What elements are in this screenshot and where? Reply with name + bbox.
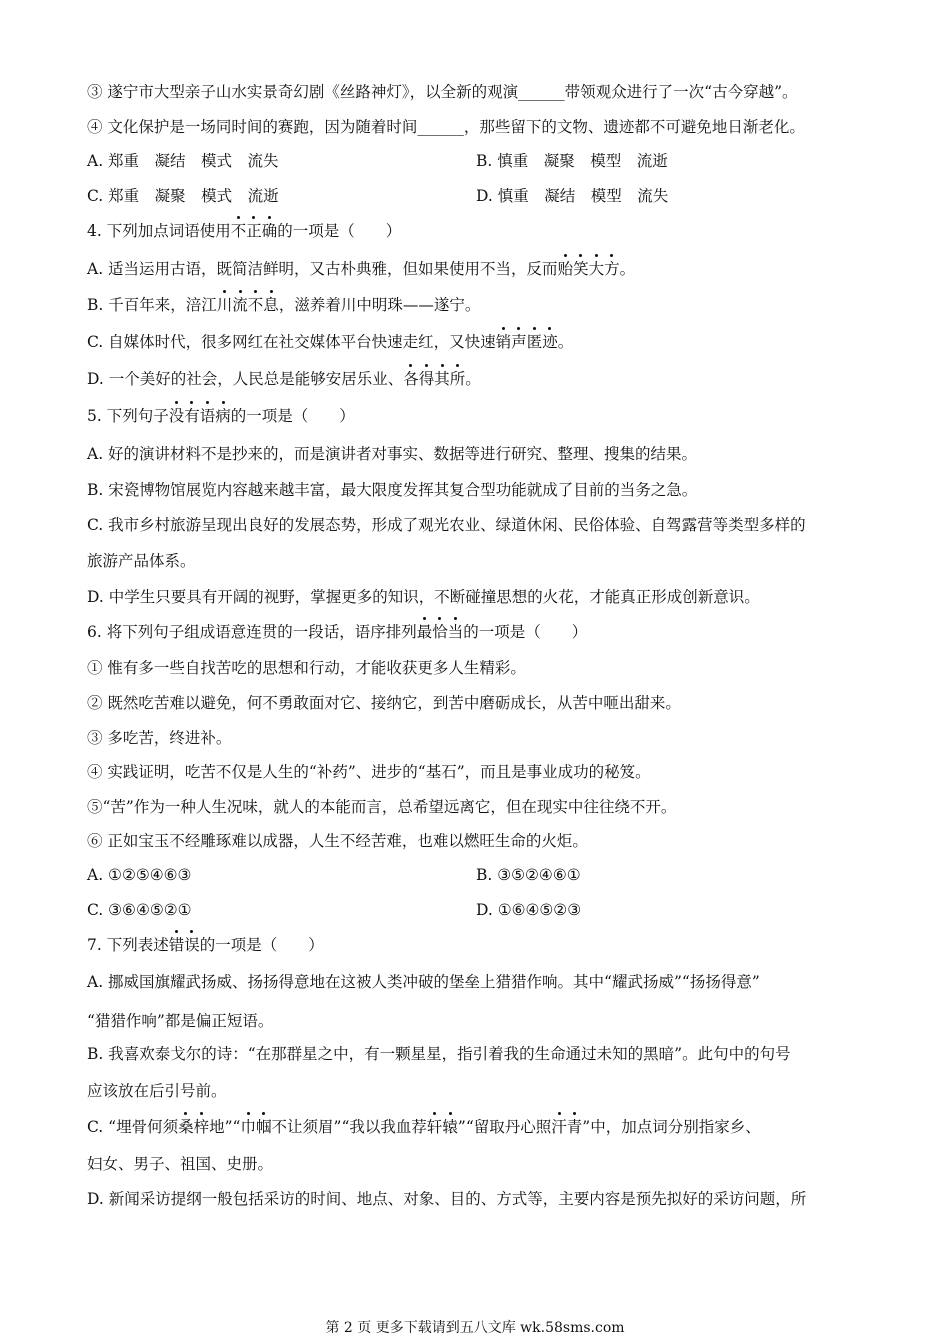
question-text: 的一项是（ ） xyxy=(230,407,355,425)
q5-choice-c-cont: 旅游产品体系。 xyxy=(87,552,196,570)
dotted-char: 没 xyxy=(168,407,185,425)
question-7 xyxy=(87,934,877,956)
q4-choice-c xyxy=(87,331,877,353)
q4-choice-a xyxy=(87,258,877,280)
choice-text: 地”“ xyxy=(209,1118,241,1136)
dotted-char: 匿 xyxy=(526,333,543,351)
dotted-char: 流 xyxy=(232,296,248,314)
dotted-char: 正 xyxy=(246,222,262,240)
q6-sentence-3: ③ 多吃苦，终进补。 xyxy=(87,729,232,747)
dotted-char: 最 xyxy=(416,623,433,641)
dotted-char: 语 xyxy=(199,407,216,425)
choice-text: ”中，加点词分别指家乡、 xyxy=(582,1118,761,1136)
question-text: 的一项是（ ） xyxy=(463,623,588,641)
q4-choice-b xyxy=(87,294,877,316)
dotted-char: 迹 xyxy=(542,333,558,351)
dotted-char: 得 xyxy=(418,370,435,388)
choice-text: C. 自媒体时代，很多网红在社交媒体平台快速走红，又快速 xyxy=(87,333,496,351)
dotted-char: 确 xyxy=(261,222,278,240)
q3-choice-d: D. 慎重 凝结 模型 流失 xyxy=(476,187,669,205)
q6-sentence-6: ⑥ 正如宝玉不经雕琢难以成器，人生不经苦难，也难以燃旺生命的火炬。 xyxy=(87,832,588,850)
q6-choice-d: D. ①⑥④⑤②③ xyxy=(476,901,582,919)
dotted-char: 巾 xyxy=(240,1118,256,1136)
choice-text: C. “埋骨何须 xyxy=(87,1118,179,1136)
q5-choice-c: C. 我市乡村旅游呈现出良好的发展态势，形成了观光农业、绿道休闲、民俗体验、自驾露营等类型多样的 xyxy=(87,516,806,534)
question-text: 的一项是（ ） xyxy=(199,936,324,954)
q6-sentence-1: ① 惟有多一些自找苦吃的思想和行动，才能收获更多人生精彩。 xyxy=(87,659,526,677)
dotted-char: 其 xyxy=(434,370,450,388)
dotted-char: 方 xyxy=(604,260,620,278)
question-text: 4. 下列加点词语使用 xyxy=(87,222,231,240)
dotted-char: 贻 xyxy=(557,260,574,278)
dotted-char: 各 xyxy=(403,370,419,388)
q7-choice-b-cont: 应该放在后引号前。 xyxy=(87,1082,227,1100)
dotted-char: 有 xyxy=(184,407,200,425)
q5-choice-b: B. 宋瓷博物馆展览内容越来越丰富，最大限度发挥其复合型功能就成了目前的当务之急。 xyxy=(87,481,698,499)
q3-choice-c: C. 郑重 凝聚 模式 流逝 xyxy=(87,187,279,205)
question-4 xyxy=(87,220,877,242)
dotted-char: 恰 xyxy=(432,623,448,641)
dotted-char: 不 xyxy=(230,222,247,240)
option-sentence-3: ③ 遂宁市大型亲子山水实景奇幻剧《丝路神灯》，以全新的观演______带领观众进行了一次“古今穿越”。 xyxy=(87,83,798,101)
choice-text: 。 xyxy=(619,260,636,278)
q6-sentence-4: ④ 实践证明，吃苦不仅是人生的“补药”、进步的“基石”，而且是事业成功的秘笈。 xyxy=(87,763,651,781)
dotted-char: 息 xyxy=(263,296,279,314)
question-text: 的一项是（ ） xyxy=(277,222,402,240)
choice-text: 不让须眉”“我以我血荐 xyxy=(271,1118,427,1136)
dotted-char: 当 xyxy=(447,623,464,641)
q6-choice-b: B. ③⑤②④⑥① xyxy=(476,866,581,884)
q3-choice-b: B. 慎重 凝聚 模型 流逝 xyxy=(476,152,668,170)
dotted-char: 错 xyxy=(168,936,185,954)
q7-choice-c xyxy=(87,1116,877,1138)
dotted-char: 川 xyxy=(216,296,233,314)
choice-text: ”“留取丹心照 xyxy=(457,1118,552,1136)
choice-text: D. 一个美好的社会，人民总是能够安居乐业、 xyxy=(87,370,404,388)
dotted-char: 汗 xyxy=(551,1118,567,1136)
dotted-char: 笑 xyxy=(573,260,589,278)
dotted-char: 大 xyxy=(588,260,605,278)
q5-choice-a: A. 好的演讲材料不是抄来的，而是演讲者对事实、数据等进行研究、整理、搜集的结果。 xyxy=(87,445,698,463)
dotted-char: 辕 xyxy=(442,1118,458,1136)
q6-sentence-2: ② 既然吃苦难以避免，何不勇敢面对它、接纳它，到苦中磨砺成长，从苦中咂出甜来。 xyxy=(87,694,681,712)
q3-choice-a: A. 郑重 凝结 模式 流失 xyxy=(87,152,279,170)
dotted-char: 轩 xyxy=(426,1118,443,1136)
page-footer: 第 2 页 更多下载请到五八文库 wk.58sms.com xyxy=(325,1320,625,1336)
dotted-char: 不 xyxy=(247,296,264,314)
question-text: 6. 将下列句子组成语意连贯的一段话，语序排列 xyxy=(87,623,417,641)
question-text: 5. 下列句子 xyxy=(87,407,169,425)
q6-sentence-5: ⑤“苦”作为一种人生况味，就人的本能而言，总希望远离它，但在现实中往往绕不开。 xyxy=(87,798,677,816)
dotted-char: 误 xyxy=(184,936,200,954)
q6-choice-c: C. ③⑥④⑤②① xyxy=(87,901,192,919)
q5-choice-d: D. 中学生只要具有开阔的视野，掌握更多的知识，不断碰撞思想的火花，才能真正形成创新意识。 xyxy=(87,588,760,606)
dotted-char: 声 xyxy=(511,333,527,351)
choice-text: ，滋养着川中明珠——遂宁。 xyxy=(278,296,481,314)
choice-text: 。 xyxy=(557,333,574,351)
q7-choice-a: A. 挪威国旗耀武扬威、扬扬得意地在这被人类冲破的堡垒上猎猎作响。其中“耀武扬威”“扬扬得意” xyxy=(87,973,760,991)
q6-choice-a: A. ①②⑤④⑥③ xyxy=(87,866,192,884)
q4-choice-d xyxy=(87,368,877,390)
dotted-char: 销 xyxy=(495,333,512,351)
option-sentence-4: ④ 文化保护是一场同时间的赛跑，因为随着时间______，那些留下的文物、遗迹都不可避免地日渐老化。 xyxy=(87,118,805,136)
dotted-char: 青 xyxy=(566,1118,583,1136)
dotted-char: 病 xyxy=(215,407,231,425)
choice-text: A. 适当运用古语，既简洁鲜明，又古朴典雅，但如果使用不当，反而 xyxy=(87,260,558,278)
dotted-char: 帼 xyxy=(256,1118,272,1136)
dotted-char: 所 xyxy=(449,370,466,388)
question-6 xyxy=(87,621,877,643)
dotted-char: 梓 xyxy=(193,1118,210,1136)
q7-choice-d: D. 新闻采访提纲一般包括采访的时间、地点、对象、目的、方式等，主要内容是预先拟好的采访问题，所 xyxy=(87,1190,807,1208)
dotted-char: 桑 xyxy=(178,1118,194,1136)
question-text: 7. 下列表述 xyxy=(87,936,169,954)
question-5 xyxy=(87,405,877,427)
choice-text: B. 千百年来，涪江 xyxy=(87,296,217,314)
q7-choice-b: B. 我喜欢泰戈尔的诗：“在那群星之中，有一颗星星，指引着我的生命通过未知的黑暗”。此句中的句号 xyxy=(87,1045,791,1063)
q7-choice-c-cont: 妇女、男子、祖国、史册。 xyxy=(87,1155,274,1173)
choice-text: 。 xyxy=(465,370,481,388)
q7-choice-a-cont: “猎猎作响”都是偏正短语。 xyxy=(87,1012,274,1030)
